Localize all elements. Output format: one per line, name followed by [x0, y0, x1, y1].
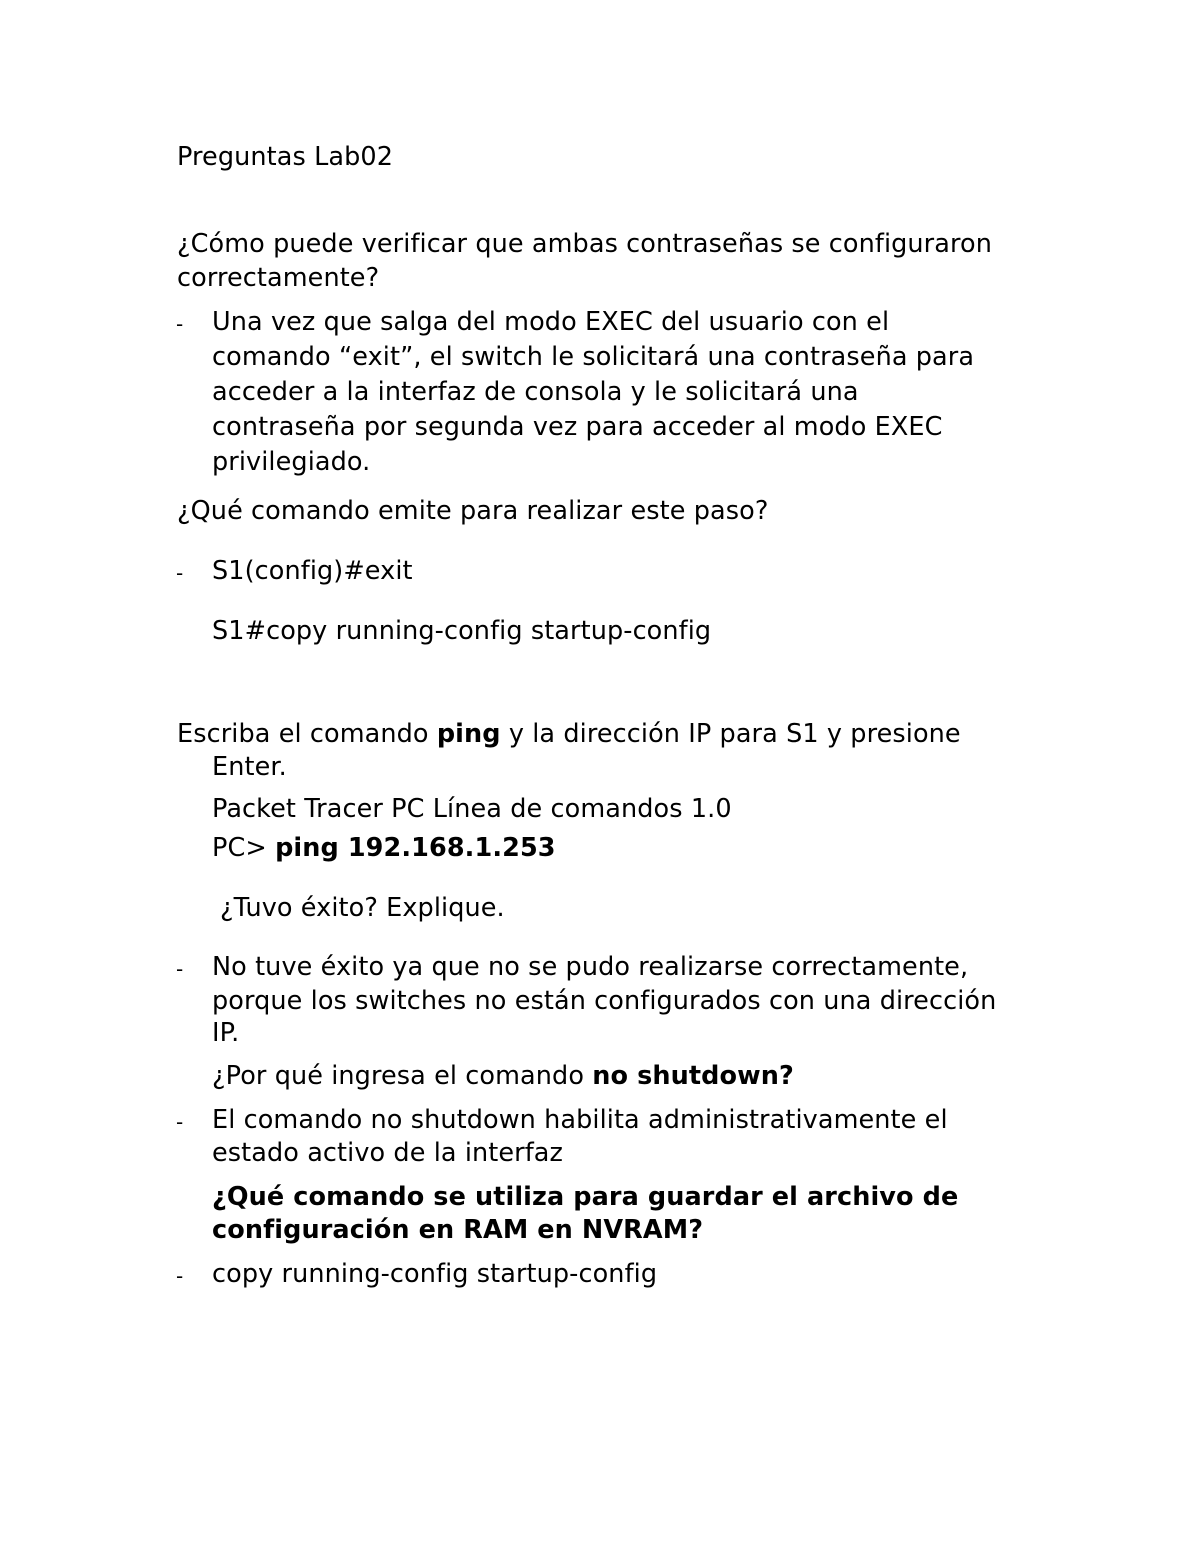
answer-2-line-1: S1(config)#exit: [212, 556, 413, 586]
answer-4-line-2: porque los switches no están configurados con una dirección: [212, 986, 997, 1016]
answer-6: copy running-config startup-config: [212, 1259, 658, 1289]
question-1-line-2: correctamente?: [177, 263, 380, 293]
answer-1-line-3: acceder a la interfaz de consola y le solicitará una: [212, 377, 859, 407]
terminal-header: Packet Tracer PC Línea de comandos 1.0: [212, 794, 732, 824]
answer-5-line-2: estado activo de la interfaz: [212, 1138, 564, 1168]
question-1-line-1: ¿Cómo puede verificar que ambas contraseñas se configuraron: [177, 229, 992, 259]
answer-1-line-5: privilegiado.: [212, 447, 371, 477]
question-4: ¿Tuvo éxito? Explique.: [220, 893, 505, 923]
instruction-paragraph-continued: Enter.: [212, 752, 287, 782]
answer-1-line-2: comando “exit”, el switch le solicitará una contraseña para: [212, 342, 975, 372]
instruction-paragraph: Escriba el comando ping y la dirección IP para S1 y presione: [177, 719, 961, 749]
question-6-line-2: configuración en RAM en NVRAM?: [212, 1215, 704, 1245]
question-2: ¿Qué comando emite para realizar este paso?: [177, 496, 769, 526]
bullet-dash: -: [176, 561, 184, 585]
answer-5-line-1: El comando no shutdown habilita administrativamente el: [212, 1105, 948, 1135]
question-6-line-1: ¿Qué comando se utiliza para guardar el archivo de: [212, 1182, 959, 1212]
bullet-dash: -: [176, 1264, 184, 1288]
bullet-dash: -: [176, 312, 184, 336]
answer-2-line-2: S1#copy running-config startup-config: [212, 616, 712, 646]
bullet-dash: -: [176, 957, 184, 981]
terminal-command: PC> ping 192.168.1.253: [212, 833, 556, 863]
answer-4-line-3: IP.: [212, 1018, 240, 1048]
answer-4-line-1: No tuve éxito ya que no se pudo realizarse correctamente,: [212, 952, 969, 982]
question-5: ¿Por qué ingresa el comando no shutdown?: [212, 1061, 794, 1091]
answer-1-line-1: Una vez que salga del modo EXEC del usuario con el: [212, 307, 890, 337]
document-title: Preguntas Lab02: [177, 142, 394, 172]
answer-1-line-4: contraseña por segunda vez para acceder al modo EXEC: [212, 412, 943, 442]
bullet-dash: -: [176, 1110, 184, 1134]
